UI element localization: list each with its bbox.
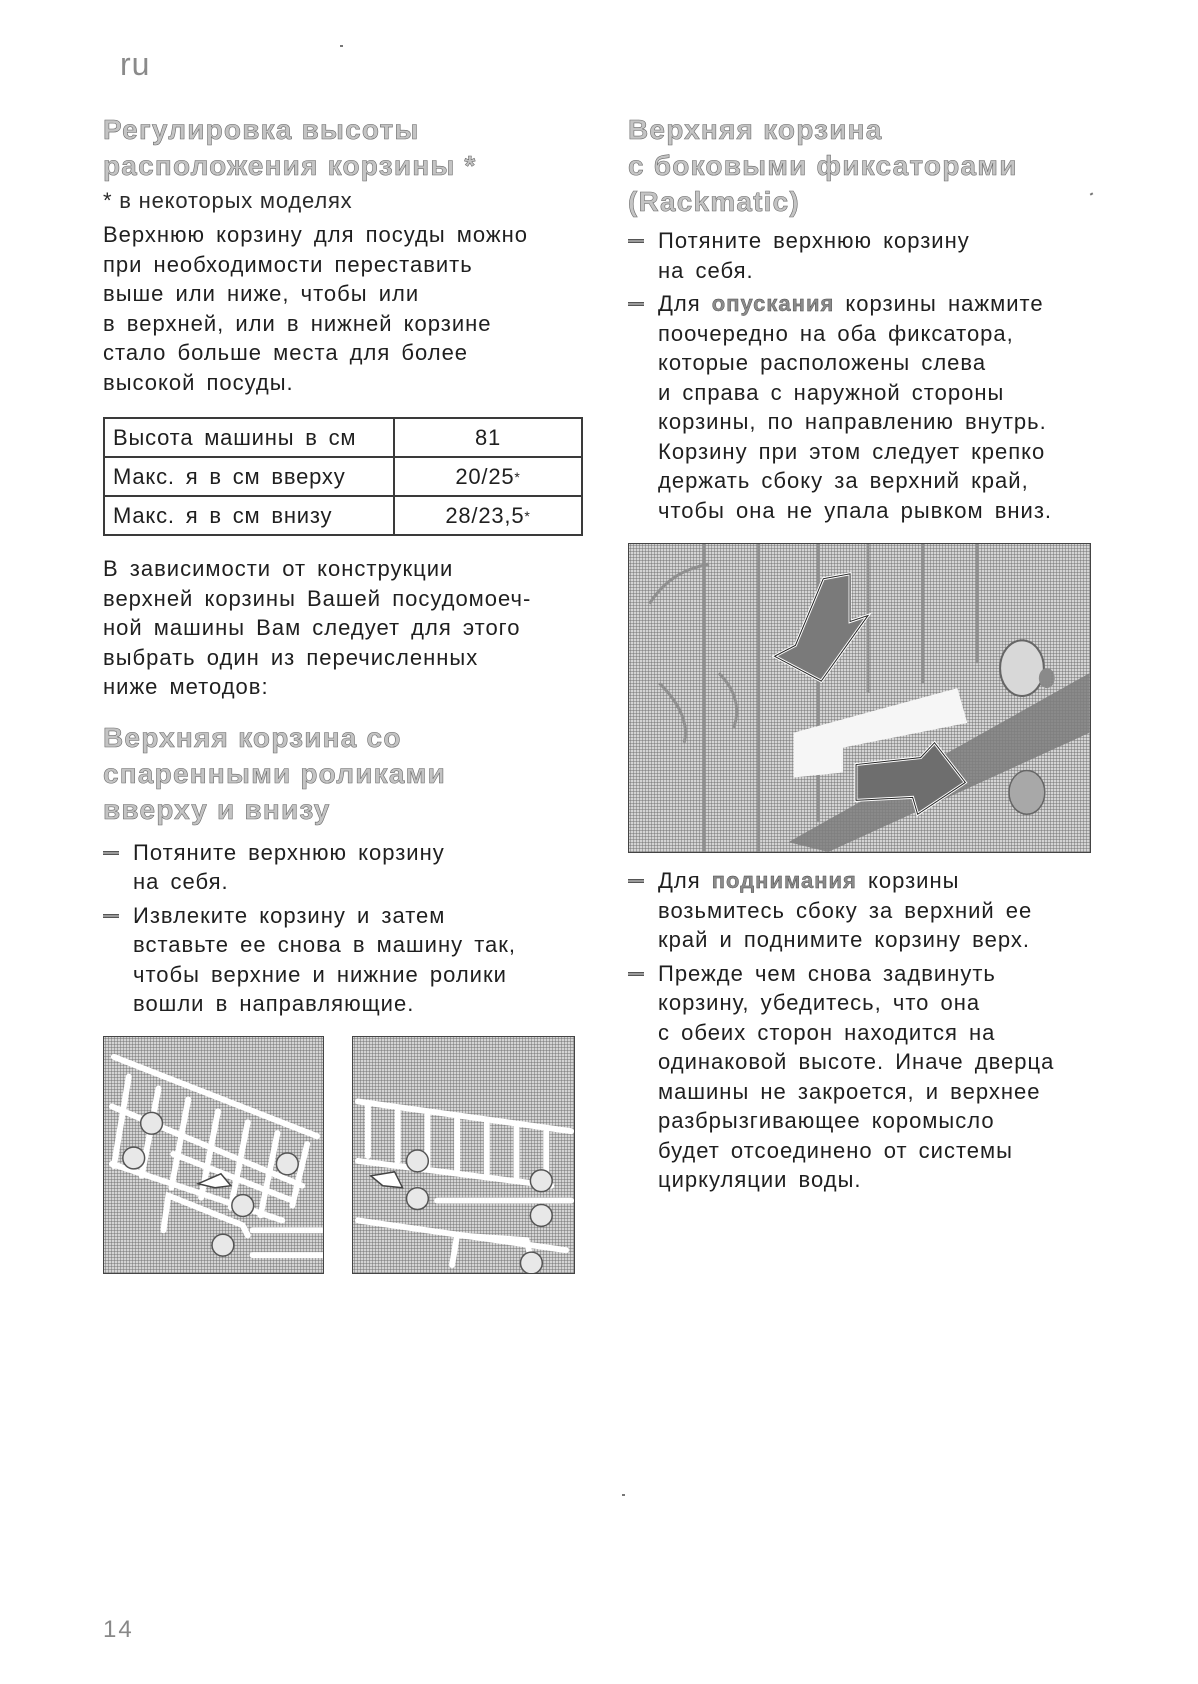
basket-rollers-upper-position-illustration <box>103 1036 324 1274</box>
left-column <box>103 112 583 1023</box>
section-heading-paired-rollers <box>103 720 583 828</box>
list-item <box>103 838 583 897</box>
text-line: Потяните верхнюю корзину <box>133 839 445 865</box>
asterisk: * <box>524 507 531 524</box>
section-heading-rackmatic <box>628 112 1098 220</box>
height-spec-table <box>103 417 583 536</box>
text-line: Извлеките корзину и затем <box>133 902 446 928</box>
scan-speck <box>622 1494 625 1496</box>
heading-line: Верхняя корзина <box>628 114 883 145</box>
text-line: Прежде чем снова задвинуть <box>658 960 996 986</box>
text-line: высокой посуды. <box>103 369 294 395</box>
text-line: выше или ниже, чтобы или <box>103 281 420 306</box>
list-item <box>628 226 1098 285</box>
page-number: 14 <box>103 1616 134 1643</box>
text-line: выбрать один из перечисленных <box>103 644 479 670</box>
heading-line: Верхняя корзина со <box>103 721 402 753</box>
text-line: ной машины Вам следует для этого <box>103 615 521 640</box>
text-line: стало больше места для более <box>103 340 469 365</box>
list-item <box>103 901 583 1019</box>
heading-line: Регулировка высоты <box>103 114 420 145</box>
dash-bullet-icon <box>103 851 119 855</box>
text-line: вошли в направляющие. <box>133 991 415 1016</box>
paired-rollers-steps <box>103 838 583 1019</box>
text-line <box>658 289 1098 319</box>
emphasis-raising: поднимания <box>711 868 857 893</box>
text-line: разбрызгивающее коромысло <box>658 1108 995 1133</box>
scan-speck <box>340 45 343 47</box>
text-line: корзину, убедитесь, что она <box>658 990 981 1015</box>
heading-line: расположения корзины * <box>103 150 477 181</box>
text-fragment: Для <box>658 868 712 893</box>
text-line: в верхней, или в нижней корзине <box>103 310 492 336</box>
dash-bullet-icon <box>628 239 644 243</box>
rackmatic-side-lever-press-illustration <box>628 543 1091 853</box>
text-line: на себя. <box>133 869 229 894</box>
text-line: Верхнюю корзину для посуды можно <box>103 222 528 247</box>
text-line: и справа с наружной стороны <box>658 379 1005 405</box>
right-column <box>628 112 1098 529</box>
method-selection-paragraph <box>103 554 583 702</box>
text-line: Потяните верхнюю корзину <box>658 228 970 253</box>
heading-line: вверху и внизу <box>103 793 331 825</box>
section-heading-height-adjustment <box>103 112 583 184</box>
asterisk: * <box>514 468 521 485</box>
text-line: Корзину при этом следует крепко <box>658 438 1046 464</box>
intro-paragraph <box>103 220 583 397</box>
basket-rack-illustration-icon <box>353 1037 574 1273</box>
text-fragment: корзины нажмите <box>834 291 1044 316</box>
text-line: В зависимости от конструкции <box>103 556 454 581</box>
dash-bullet-icon <box>628 972 644 976</box>
text-line: циркуляции воды. <box>658 1167 862 1192</box>
text-line: чтобы верхние и нижние ролики <box>133 961 507 987</box>
table-cell-label: Высота машины в см <box>104 418 394 457</box>
text-line: поочередно на оба фиксатора, <box>658 320 1014 346</box>
text-line: ниже методов: <box>103 674 269 699</box>
basket-rack-illustration-icon <box>104 1037 323 1273</box>
emphasis-lowering: опускания <box>711 291 835 316</box>
table-row <box>104 457 582 496</box>
table-cell-label: Макс. я в см внизу <box>104 496 394 535</box>
heading-line: с боковыми фиксаторами <box>628 150 1018 181</box>
text-line: возьмитесь сбоку за верхний ее <box>658 897 1033 923</box>
text-line: одинаковой высоте. Иначе дверца <box>658 1049 1055 1074</box>
text-line: вставьте ее снова в машину так, <box>133 932 517 957</box>
dash-bullet-icon <box>103 914 119 918</box>
text-line: край и поднимите корзину верх. <box>658 927 1030 952</box>
rackmatic-steps <box>628 226 1098 525</box>
table-cell-value <box>394 418 582 457</box>
text-line <box>658 866 1098 896</box>
value-text: 28/23,5 <box>445 502 525 528</box>
text-line: на себя. <box>658 257 754 283</box>
value-text: 81 <box>474 424 502 450</box>
text-line: будет отсоединено от системы <box>658 1137 1013 1163</box>
table-cell-value <box>394 496 582 535</box>
rackmatic-steps-after-figure <box>628 866 1098 1195</box>
text-line: которые расположены слева <box>658 350 987 375</box>
table-cell-label: Макс. я в см вверху <box>104 457 394 496</box>
basket-rollers-lower-position-illustration <box>352 1036 575 1274</box>
text-line: корзины, по направлению внутрь. <box>658 409 1047 434</box>
heading-line: спаренными роликами <box>103 757 446 789</box>
language-tag: ru <box>120 46 151 82</box>
text-fragment: Для <box>658 291 712 316</box>
rackmatic-lever-illustration-icon <box>629 544 1090 852</box>
list-item <box>628 959 1098 1195</box>
text-line: верхней корзины Вашей посудомоеч- <box>103 585 532 611</box>
text-line: машины не закроется, и верхнее <box>658 1078 1041 1104</box>
list-item <box>628 866 1098 955</box>
table-cell-value <box>394 457 582 496</box>
text-line: держать сбоку за верхний край, <box>658 468 1029 493</box>
text-line: при необходимости переставить <box>103 251 473 277</box>
right-column-continued <box>628 866 1098 1199</box>
list-item <box>628 289 1098 525</box>
dash-bullet-icon <box>628 879 644 883</box>
text-fragment: корзины <box>856 868 960 893</box>
heading-line: (Rackmatic) <box>628 186 800 217</box>
value-text: 20/25 <box>455 463 515 489</box>
table-row <box>104 496 582 535</box>
table-row <box>104 418 582 457</box>
text-line: чтобы она не упала рывком вниз. <box>658 497 1053 523</box>
text-line: с обеих сторон находится на <box>658 1019 996 1045</box>
dash-bullet-icon <box>628 302 644 306</box>
footnote-some-models: * в некоторых моделях <box>103 188 353 213</box>
